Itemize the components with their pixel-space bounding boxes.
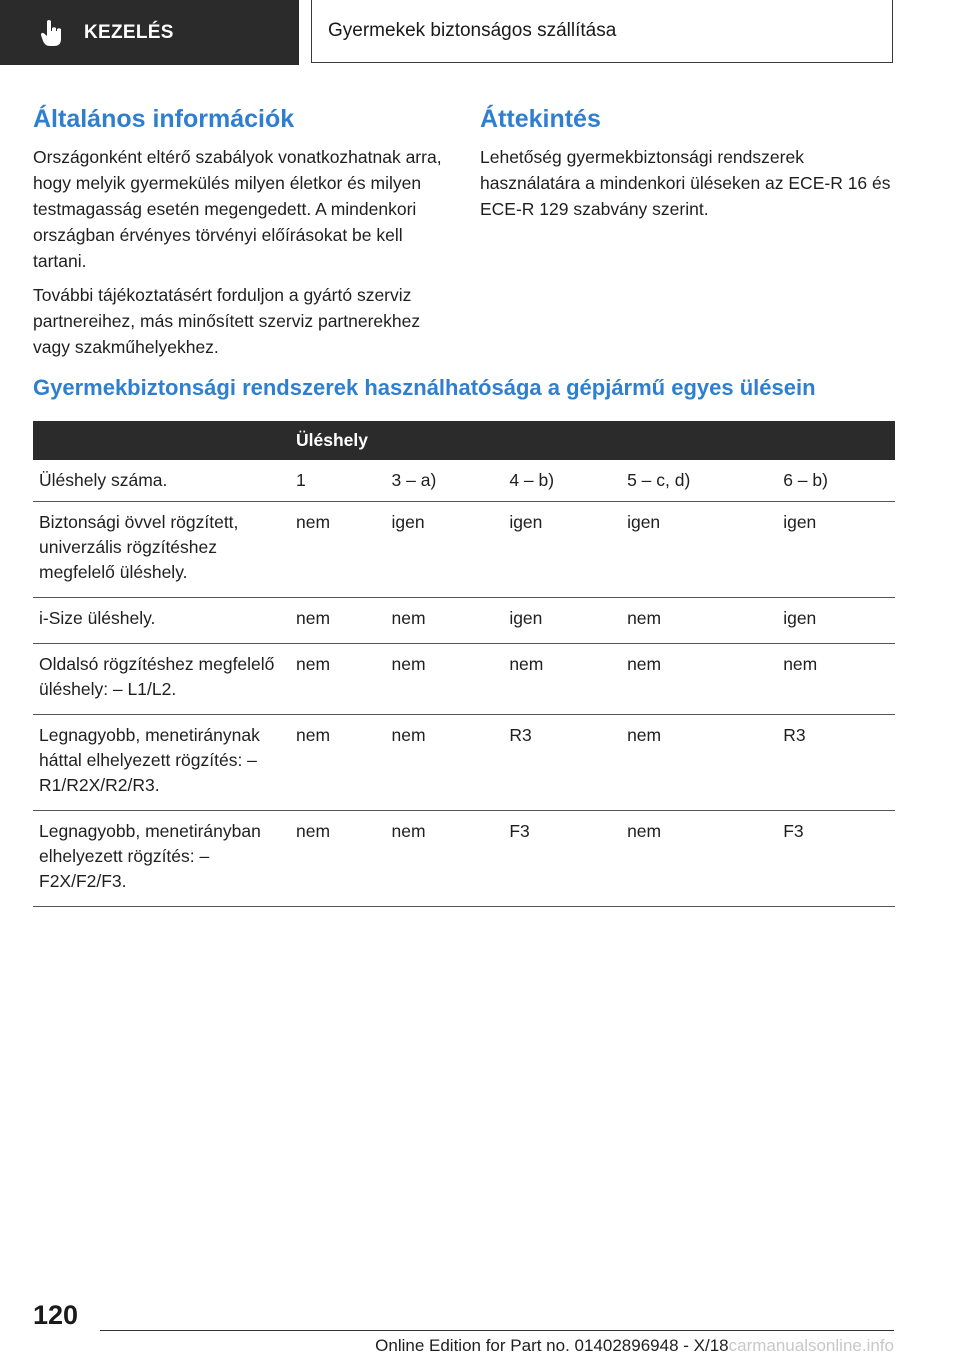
watermark-text: carmanualsonline.info [728,1336,894,1355]
table-header-row [33,421,895,460]
table-cell: igen [621,502,777,598]
overview-paragraph: Lehetőség gyermekbiztonsági rendszerek használatára a mindenkori üléseken az ECE-R 16 és ECE-R 129 szabvány szerint. [480,147,891,219]
footer [280,1336,894,1356]
table-cell: 4 – b) [503,460,621,502]
row-label: Oldalsó rögzítéshez megfelelő üléshely: – L1/L2. [33,644,290,715]
section-label: KEZELÉS [84,21,174,43]
table-cell: F3 [503,811,621,907]
table-cell: nem [621,715,777,811]
overview-section [480,102,900,230]
seat-header: Üléshely [290,421,895,460]
table-cell: R3 [503,715,621,811]
table-cell: nem [621,598,777,644]
footer-divider [100,1330,894,1331]
table-cell: nem [290,715,386,811]
table-cell: 5 – c, d) [621,460,777,502]
row-label: i-Size üléshely. [33,598,290,644]
table-row [33,598,895,644]
hand-pointer-icon [40,18,64,48]
general-info-section [33,102,445,368]
table-cell: igen [503,598,621,644]
general-info-title: Általános információk [33,105,295,133]
seat-usage-table [33,421,895,907]
table-row [33,811,895,907]
table-cell: igen [777,598,895,644]
table-cell: nem [386,715,504,811]
table-cell: igen [386,502,504,598]
row-label: Legnagyobb, menetirányban elhelyezett rögzítés: – F2X/F2/F3. [33,811,290,907]
chapter-label: Gyermekek biztonságos szállítása [328,20,617,41]
table-row [33,715,895,811]
table-title: Gyermekbiztonsági rendszerek használhatósága a gépjármű egyes ülésein [33,375,816,400]
table-cell: nem [386,644,504,715]
table-cell: F3 [777,811,895,907]
header-empty [33,421,290,460]
chapter-tab [311,0,893,63]
table-cell: 6 – b) [777,460,895,502]
table-row [33,644,895,715]
table-cell: nem [503,644,621,715]
table-cell: 3 – a) [386,460,504,502]
table-cell: R3 [777,715,895,811]
page-number: 120 [33,1300,79,1330]
row-label: Legnagyobb, menetiránynak háttal elhelyezett rögzítés: – R1/R2X/R2/R3. [33,715,290,811]
general-info-paragraph-2: További tájékoztatásért forduljon a gyártó szerviz partnereihez, más minősített szerviz partnerekhez vagy szakműhelyekhez. [33,285,421,357]
overview-title: Áttekintés [480,105,601,133]
table-cell: nem [290,598,386,644]
table-cell: nem [290,502,386,598]
table-cell: nem [290,811,386,907]
table-cell: nem [621,811,777,907]
table-cell: igen [777,502,895,598]
row-label: Üléshely száma. [33,460,290,502]
table-cell: nem [290,644,386,715]
table-cell: nem [386,811,504,907]
row-label: Biztonsági övvel rögzített, univerzális rögzítéshez megfelelő üléshely. [33,502,290,598]
table-cell: nem [621,644,777,715]
table-cell: nem [386,598,504,644]
table-row [33,460,895,502]
table-cell: 1 [290,460,386,502]
section-tab [0,0,299,65]
table-cell: igen [503,502,621,598]
table-cell: nem [777,644,895,715]
table-row [33,502,895,598]
general-info-paragraph-1: Országonként eltérő szabályok vonatkozhatnak arra, hogy melyik gyermekülés milyen életkor és milyen testmagasság esetén megengedett. A mindenkori országban érvényes törvényi előírásokat be kell tartani. [33,147,442,271]
edition-text: Online Edition for Part no. 01402896948 - X/18 [375,1336,729,1355]
